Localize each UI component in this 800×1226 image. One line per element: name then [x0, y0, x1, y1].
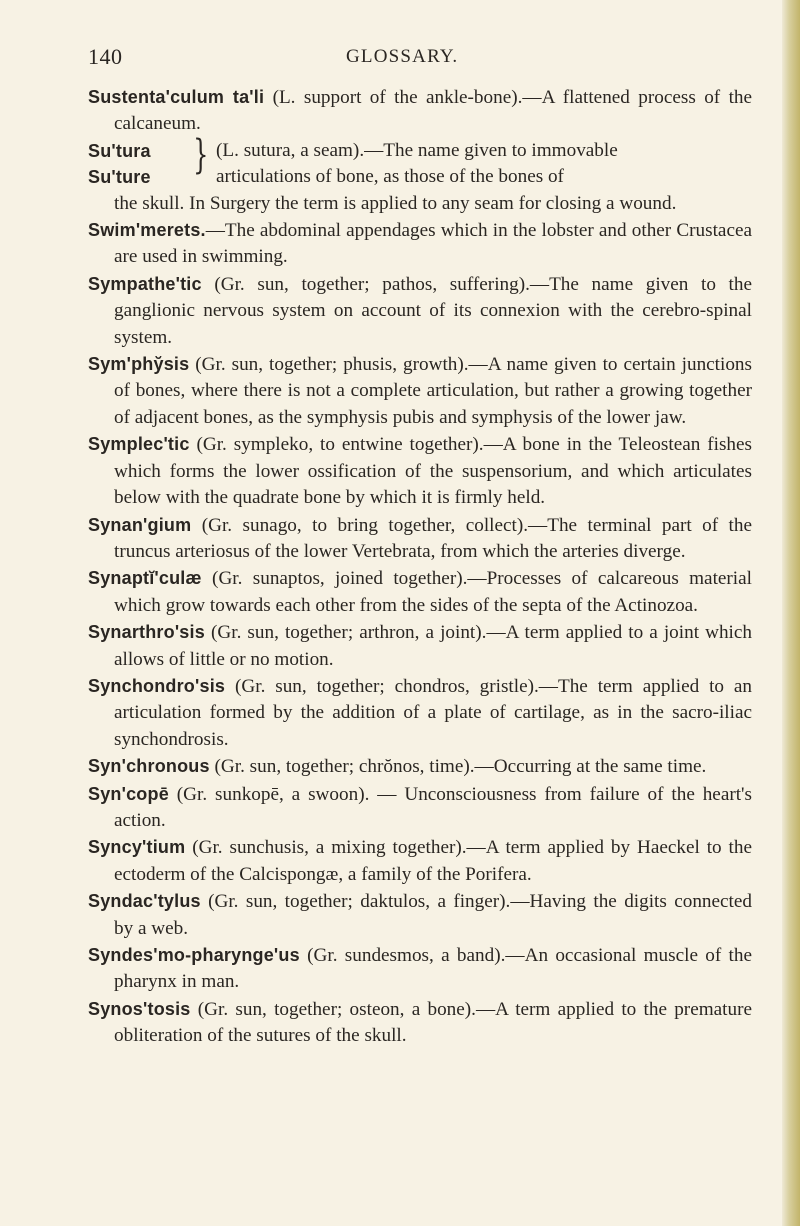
entry-definition: the skull. In Surgery the term is applied to any seam for closing a wound.: [114, 192, 677, 214]
entry-headword: Sustenta'culum ta'li: [88, 87, 265, 107]
glossary-entry-synchondrosis: [88, 673, 752, 753]
entry-definition: (Gr. sun, together; osteon, a bone).—A term applied to the premature obliteration of the sutures of the skull.: [114, 998, 752, 1047]
entry-definition: (Gr. sunchusis, a mixing together).—A term applied by Haeckel to the ectoderm of the Calcispongæ, a family of the Porifera.: [114, 837, 752, 885]
entry-definition: (Gr. sun, together; phusis, growth).—A name given to certain junctions of bones, where there is not a complete articulation, but rather a growing together of adjacent bones, as the symphysis pubis and symphysis of the lower jaw.: [114, 354, 752, 428]
entry-headword: Sym'phy̆sis: [88, 354, 190, 375]
page-number: 140: [88, 44, 123, 69]
entry-headword: Sympathe'tic: [88, 273, 202, 294]
entry-definition: (Gr. sunaptos, joined together).—Processes of calcareous material which grow towards each other from the sides of the septa of the Actinozoa.: [114, 568, 752, 616]
entry-headword: Syn'copē: [88, 783, 169, 804]
entry-headword: Symplec'tic: [88, 434, 190, 455]
glossary-entry-synchronous: [88, 753, 752, 780]
brace-glyph: }: [193, 131, 209, 178]
entry-headword: Swim'merets.: [88, 220, 206, 241]
glossary-entry-sustentaculum: [88, 84, 752, 138]
glossary-entry-sympathetic: [88, 271, 752, 351]
entry-definition: (Gr. sympleko, to entwine together).—A bone in the Teleostean fishes which forms the lower ossification of the suspensorium, and which articulates below with the quadrate bone by which it is firmly held.: [114, 434, 752, 509]
glossary-entry-swimmerets: [88, 217, 752, 271]
entry-headword: Synchondro'sis: [88, 675, 226, 696]
entry-definition: (Gr. sun, together; arthron, a joint).—A term applied to a joint which allows of little or no motion.: [114, 622, 752, 670]
glossary-entry-symphysis: [88, 351, 752, 431]
glossary-entry-synarthrosis: [88, 619, 752, 673]
glossary-entry-syndactylus: [88, 888, 752, 942]
entry-definition: (Gr. sun, together; pathos, suffering).—The name given to the ganglionic nervous system on account of its connexion with the cerebro-spinal system.: [114, 273, 752, 348]
entry-definition: (Gr. sundesmos, a band).—An occasional muscle of the pharynx in man.: [114, 945, 752, 993]
glossary-entry-synapticulae: [88, 565, 752, 619]
entry-definition: (Gr. sun, together; chrŏnos, time).—Occurring at the same time.: [209, 756, 707, 778]
entry-definition: (Gr. sun, together; daktulos, a finger).—Having the digits connected by a web.: [114, 891, 752, 939]
entry-definition: (Gr. sun, together; chondros, gristle).—The term applied to an articulation formed by the addition of a plate of cartilage, as in the sacro-iliac synchondrosis.: [114, 675, 752, 750]
entry-headword-variant: Su'ture: [88, 167, 151, 188]
glossary-entry-symplectic: [88, 431, 752, 511]
entry-definition: (L. support of the ankle-bone).—A flattened process of the calcaneum.: [114, 87, 753, 135]
entry-headword: Synan'gium: [88, 514, 192, 535]
entry-headword: Su'tura: [88, 140, 151, 161]
entry-headword: Synaptĭ'culæ: [88, 568, 202, 589]
entry-headword: Syn'chronous: [88, 756, 210, 777]
entry-headword: Syncy'tium: [88, 837, 186, 858]
entry-definition: (Gr. sunkopē, a swoon). — Unconsciousness from failure of the heart's action.: [114, 783, 752, 831]
entry-headword: Syndac'tylus: [88, 891, 201, 912]
entry-headword: Syndes'mo-pharynge'us: [88, 945, 300, 965]
page-header: [88, 44, 748, 74]
entry-definition: (Gr. sunago, to bring together, collect).—The terminal part of the truncus arteriosus of the lower Vertebrata, from which the arteries diverge.: [114, 514, 752, 562]
glossary-entry-syndesmo-pharyngeus: [88, 942, 752, 996]
entry-definition-line: articulations of bone, as those of the bones of: [216, 166, 564, 188]
glossary-entry-syncope: [88, 781, 752, 835]
glossary-entry-synostosis: [88, 996, 752, 1050]
running-head: GLOSSARY.: [346, 46, 459, 67]
glossary-entries: [88, 84, 752, 1050]
entry-definition-line: (L. sutura, a seam).—The name given to immovable: [216, 139, 618, 161]
glossary-entry-syncytium: [88, 834, 752, 888]
entry-headword: Synos'tosis: [88, 998, 191, 1019]
entry-headword: Synarthro'sis: [88, 622, 205, 643]
book-spine-edge: [782, 0, 800, 1226]
entry-definition: —The abdominal appendages which in the lobster and other Crustacea are used in swimming.: [114, 220, 752, 268]
glossary-entry-synangium: [88, 512, 752, 566]
glossary-entry-sutura: [88, 131, 752, 217]
